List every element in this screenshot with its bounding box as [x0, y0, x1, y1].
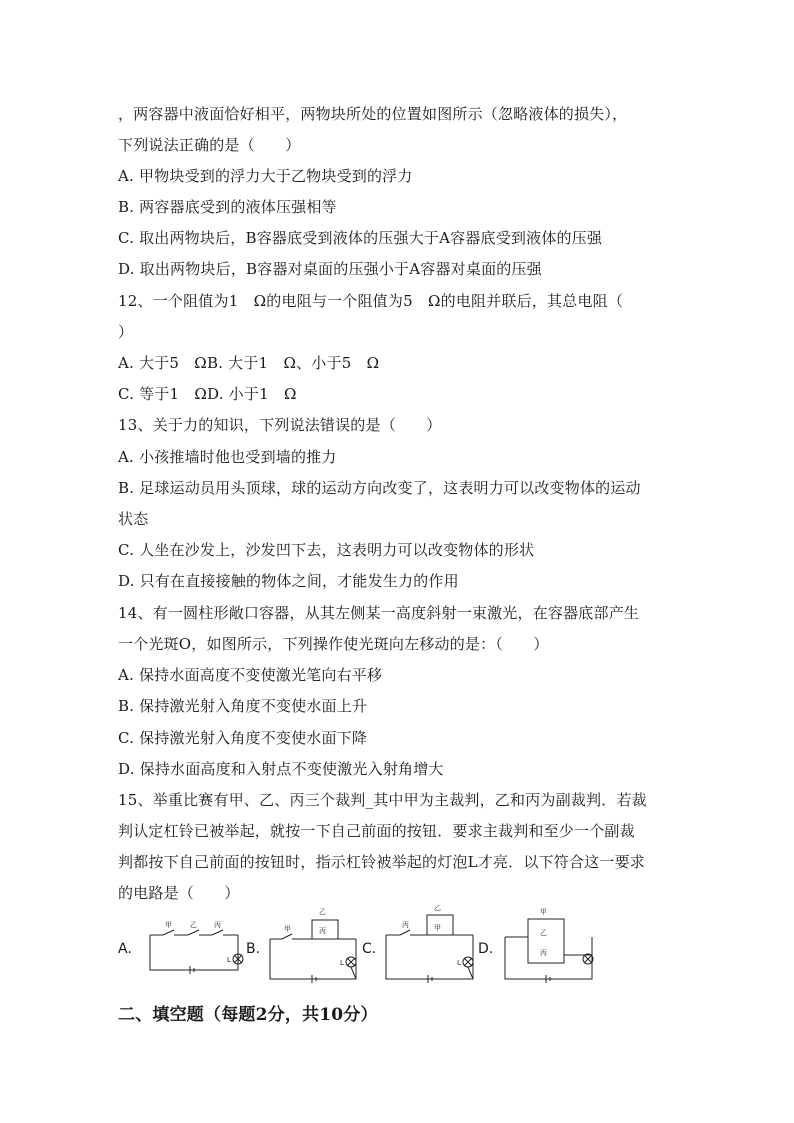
q11-stem-line1: ，两容器中液面恰好相平，两物块所处的位置如图所示（忽略液体的损失）， [118, 105, 628, 123]
q13-option-a: A. 小孩推墙时他也受到墙的推力 [118, 448, 337, 466]
q15-stem-line2: 判认定杠铃已被举起，就按一下自己前面的按钮．要求主裁判和至少一个副裁 [118, 822, 635, 840]
circuit-b-lamp-label: L [340, 959, 344, 967]
q11-option-b: B. 两容器底受到的液体压强相等 [118, 198, 337, 216]
q14-option-c: C. 保持激光射入角度不变使水面下降 [118, 729, 368, 747]
q15-stem-line4: 的电路是（ ） [118, 884, 240, 902]
q13-option-c: C. 人坐在沙发上，沙发凹下去，这表明力可以改变物体的形状 [118, 541, 535, 559]
q13-option-d: D. 只有在直接接触的物体之间，才能发生力的作用 [118, 572, 459, 590]
circuit-a-lamp-label: L [227, 956, 231, 964]
circuit-option-d-label: D. [478, 941, 494, 957]
circuit-c-lamp-label: L [457, 959, 461, 967]
q13-option-b-line1: B. 足球运动员用头顶球，球的运动方向改变了，这表明力可以改变物体的运动 [118, 479, 641, 497]
circuit-c [386, 915, 473, 983]
q14-stem-line1: 14、有一圆柱形敞口容器，从其左侧某一高度斜射一束激光，在容器底部产生 [118, 604, 640, 622]
section-2-heading: 二、填空题（每题2分，共10分） [118, 1005, 378, 1025]
circuit-a [150, 930, 243, 974]
q12-options-cd: C. 等于1 ΩD. 小于1 Ω [118, 385, 297, 403]
q11-stem-line2: 下列说法正确的是（ ） [118, 136, 301, 154]
circuit-c-switch-jia-label: 甲 [434, 924, 441, 932]
circuit-b-switch-jia-label: 甲 [284, 925, 291, 933]
circuit-option-b-label: B. [246, 941, 261, 957]
circuit-d-switch-bing-label: 丙 [540, 949, 547, 957]
q15-stem-line1: 15、举重比赛有甲、乙、丙三个裁判_其中甲为主裁判，乙和丙为副裁判．若裁 [118, 791, 647, 809]
q14-option-b: B. 保持激光射入角度不变使水面上升 [118, 697, 368, 715]
q13-option-b-line2: 状态 [118, 510, 149, 528]
q14-stem-line2: 一个光斑O，如图所示，下列操作使光斑向左移动的是：（ ） [118, 635, 549, 653]
circuit-c-switch-yi-label: 乙 [434, 905, 441, 912]
circuit-b-switch-yi-label: 乙 [319, 908, 326, 916]
q11-option-a: A. 甲物块受到的浮力大于乙物块受到的浮力 [118, 167, 413, 185]
circuit-d-switch-jia-label: 甲 [540, 908, 547, 916]
q14-option-d: D. 保持水面高度和入射点不变使激光入射角增大 [118, 760, 444, 778]
q15-circuit-diagrams [118, 905, 638, 985]
circuit-a-switch-bing-label: 丙 [214, 921, 221, 929]
circuit-b [270, 920, 356, 983]
circuit-option-a-label: A. [118, 941, 132, 957]
circuit-d-switch-yi-label: 乙 [540, 929, 547, 937]
q12-options-ab: A. 大于5 ΩB. 大于1 Ω、小于5 Ω [118, 354, 380, 372]
q12-stem-line2: ） [118, 323, 134, 341]
circuit-d [505, 919, 593, 983]
circuit-a-switch-yi-label: 乙 [190, 921, 197, 929]
q12-stem-line1: 12、一个阻值为1 Ω的电阻与一个阻值为5 Ω的电阻并联后，其总电阻（ [118, 292, 624, 310]
q14-option-a: A. 保持水面高度不变使激光笔向右平移 [118, 666, 383, 684]
q11-option-c: C. 取出两物块后，B容器底受到液体的压强大于A容器底受到液体的压强 [118, 229, 603, 247]
circuit-a-switch-jia-label: 甲 [165, 921, 172, 929]
q11-option-d: D. 取出两物块后，B容器对桌面的压强小于A容器对桌面的压强 [118, 260, 542, 278]
q15-stem-line3: 判都按下自己前面的按钮时，指示杠铃被举起的灯泡L才亮．以下符合这一要求 [118, 853, 645, 871]
circuit-b-switch-bing-label: 丙 [319, 927, 326, 935]
q13-stem: 13、关于力的知识，下列说法错误的是（ ） [118, 416, 442, 434]
circuit-option-c-label: C. [362, 941, 377, 957]
circuit-c-switch-bing-label: 丙 [402, 921, 409, 929]
